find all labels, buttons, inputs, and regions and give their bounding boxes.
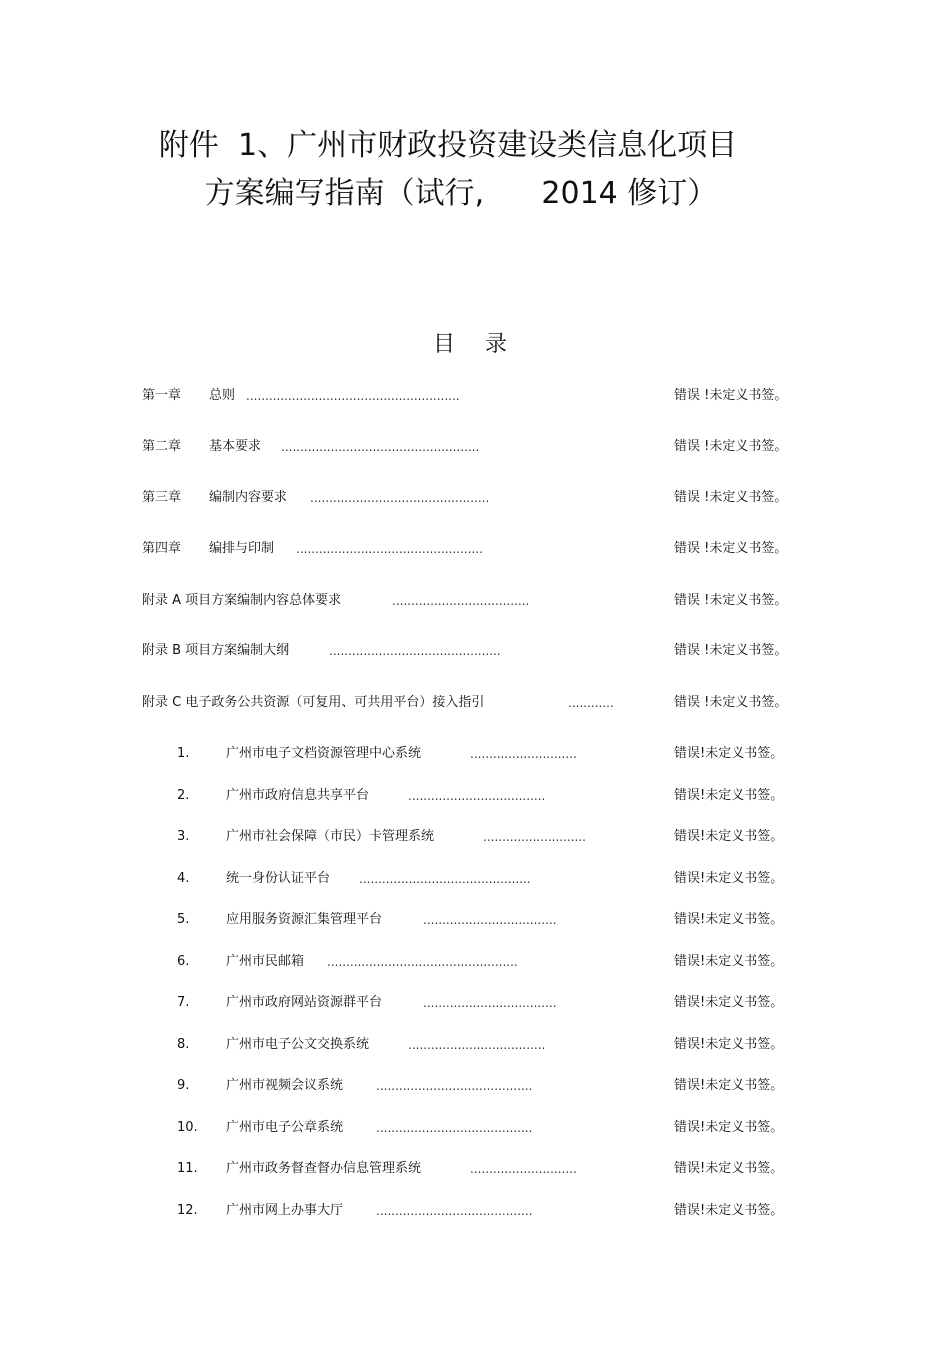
toc-leader-dots: .................................... <box>408 789 546 803</box>
toc-page-ref: 错误!未定义书签。 <box>674 1161 784 1176</box>
toc-entry-title: 广州市社会保障（市民）卡管理系统 <box>226 829 435 844</box>
toc-entry-title: 广州市视频会议系统 <box>226 1078 344 1093</box>
toc-chapter-prefix: 第一章 <box>142 388 182 403</box>
toc-leader-dots: ................................................. <box>296 542 483 556</box>
toc-leader-dots: ............................ <box>470 1162 577 1176</box>
toc-item-number: 10. <box>177 1120 198 1135</box>
toc-leader-dots: ............................ <box>470 747 577 761</box>
toc-page-ref: 错误!未定义书签。 <box>674 1120 784 1135</box>
toc-page-ref: 错误!未定义书签。 <box>674 912 784 927</box>
toc-page-ref: 错误 !未定义书签。 <box>674 593 788 608</box>
toc-entry[interactable] <box>0 537 950 561</box>
toc-chapter-prefix: 第三章 <box>142 490 182 505</box>
toc-entry-title: 广州市民邮箱 <box>226 954 305 969</box>
toc-leader-dots: ........................................................ <box>246 389 460 403</box>
toc-entry[interactable] <box>0 639 950 663</box>
toc-page-ref: 错误 !未定义书签。 <box>674 643 788 658</box>
toc-page-ref: 错误!未定义书签。 <box>674 829 784 844</box>
toc-entry[interactable] <box>0 435 950 459</box>
toc-entry[interactable] <box>0 950 950 974</box>
toc-entry[interactable] <box>0 589 950 613</box>
toc-leader-dots: .................................... <box>392 594 530 608</box>
toc-entry-title: 广州市政府信息共享平台 <box>226 788 370 803</box>
toc-page-ref: 错误!未定义书签。 <box>674 995 784 1010</box>
toc-leader-dots: ......................................... <box>376 1121 533 1135</box>
toc-leader-dots: ............................................. <box>359 872 531 886</box>
toc-entry[interactable] <box>0 991 950 1015</box>
toc-entry-title: 统一身份认证平台 <box>226 871 331 886</box>
toc-entry-title: 广州市电子公文交换系统 <box>226 1037 370 1052</box>
toc-entry[interactable] <box>0 908 950 932</box>
toc-entry-title: 总则 <box>209 388 236 403</box>
toc-page-ref: 错误 !未定义书签。 <box>674 439 788 454</box>
toc-item-number: 7. <box>177 995 190 1010</box>
toc-page-ref: 错误!未定义书签。 <box>674 1203 784 1218</box>
toc-item-number: 5. <box>177 912 190 927</box>
toc-item-number: 3. <box>177 829 190 844</box>
toc-page-ref: 错误 !未定义书签。 <box>674 388 788 403</box>
toc-page-ref: 错误!未定义书签。 <box>674 788 784 803</box>
document-title-line2: 方案编写指南（试行, 2014 修订） <box>204 176 718 211</box>
toc-page-ref: 错误!未定义书签。 <box>674 746 784 761</box>
toc-item-number: 8. <box>177 1037 190 1052</box>
toc-item-number: 6. <box>177 954 190 969</box>
toc-page-ref: 错误!未定义书签。 <box>674 954 784 969</box>
toc-entry[interactable] <box>0 384 950 408</box>
toc-leader-dots: .................................... <box>408 1038 546 1052</box>
toc-entry-title: 广州市电子文档资源管理中心系统 <box>226 746 422 761</box>
toc-entry-title: 广州市政务督查督办信息管理系统 <box>226 1161 422 1176</box>
toc-leader-dots: ........................... <box>483 830 586 844</box>
toc-leader-dots: ................................... <box>423 913 557 927</box>
toc-appendix-label: 附录 C 电子政务公共资源（可复用、可共用平台）接入指引 <box>142 695 485 710</box>
toc-page-ref: 错误 !未定义书签。 <box>674 541 788 556</box>
toc-entry[interactable] <box>0 784 950 808</box>
toc-leader-dots: ............ <box>568 696 614 710</box>
toc-leader-dots: ............................................. <box>329 644 501 658</box>
toc-entry[interactable] <box>0 1074 950 1098</box>
toc-leader-dots: .................................................. <box>327 955 518 969</box>
document-title-line1: 附件 1、广州市财政投资建设类信息化项目 <box>158 128 738 163</box>
toc-leader-dots: ......................................... <box>376 1079 533 1093</box>
toc-entry[interactable] <box>0 742 950 766</box>
toc-appendix-label: 附录 A 项目方案编制内容总体要求 <box>142 593 342 608</box>
toc-item-number: 11. <box>177 1161 198 1176</box>
toc-leader-dots: ............................................... <box>310 491 490 505</box>
toc-entry-title: 编排与印制 <box>209 541 275 556</box>
toc-item-number: 12. <box>177 1203 198 1218</box>
toc-leader-dots: ......................................... <box>376 1204 533 1218</box>
toc-page-ref: 错误!未定义书签。 <box>674 1037 784 1052</box>
toc-page-ref: 错误!未定义书签。 <box>674 871 784 886</box>
toc-item-number: 1. <box>177 746 190 761</box>
toc-item-number: 2. <box>177 788 190 803</box>
toc-item-number: 9. <box>177 1078 190 1093</box>
toc-item-number: 4. <box>177 871 190 886</box>
toc-entry-title: 广州市政府网站资源群平台 <box>226 995 383 1010</box>
toc-entry[interactable] <box>0 1199 950 1223</box>
toc-entry[interactable] <box>0 1033 950 1057</box>
toc-entry-title: 广州市电子公章系统 <box>226 1120 344 1135</box>
toc-page-ref: 错误 !未定义书签。 <box>674 695 788 710</box>
toc-entry[interactable] <box>0 825 950 849</box>
toc-appendix-label: 附录 B 项目方案编制大纲 <box>142 643 290 658</box>
toc-entry[interactable] <box>0 486 950 510</box>
toc-entry[interactable] <box>0 867 950 891</box>
toc-page-ref: 错误 !未定义书签。 <box>674 490 788 505</box>
toc-entry-title: 基本要求 <box>209 439 262 454</box>
toc-entry[interactable] <box>0 1116 950 1140</box>
toc-leader-dots: ................................... <box>423 996 557 1010</box>
toc-page-ref: 错误!未定义书签。 <box>674 1078 784 1093</box>
toc-entry[interactable] <box>0 691 950 715</box>
toc-entry-title: 编制内容要求 <box>209 490 288 505</box>
toc-entry-title: 广州市网上办事大厅 <box>226 1203 344 1218</box>
toc-entry[interactable] <box>0 1157 950 1181</box>
toc-entry-title: 应用服务资源汇集管理平台 <box>226 912 383 927</box>
toc-leader-dots: .................................................... <box>281 440 480 454</box>
toc-chapter-prefix: 第四章 <box>142 541 182 556</box>
toc-chapter-prefix: 第二章 <box>142 439 182 454</box>
toc-heading: 目录 <box>432 332 537 357</box>
